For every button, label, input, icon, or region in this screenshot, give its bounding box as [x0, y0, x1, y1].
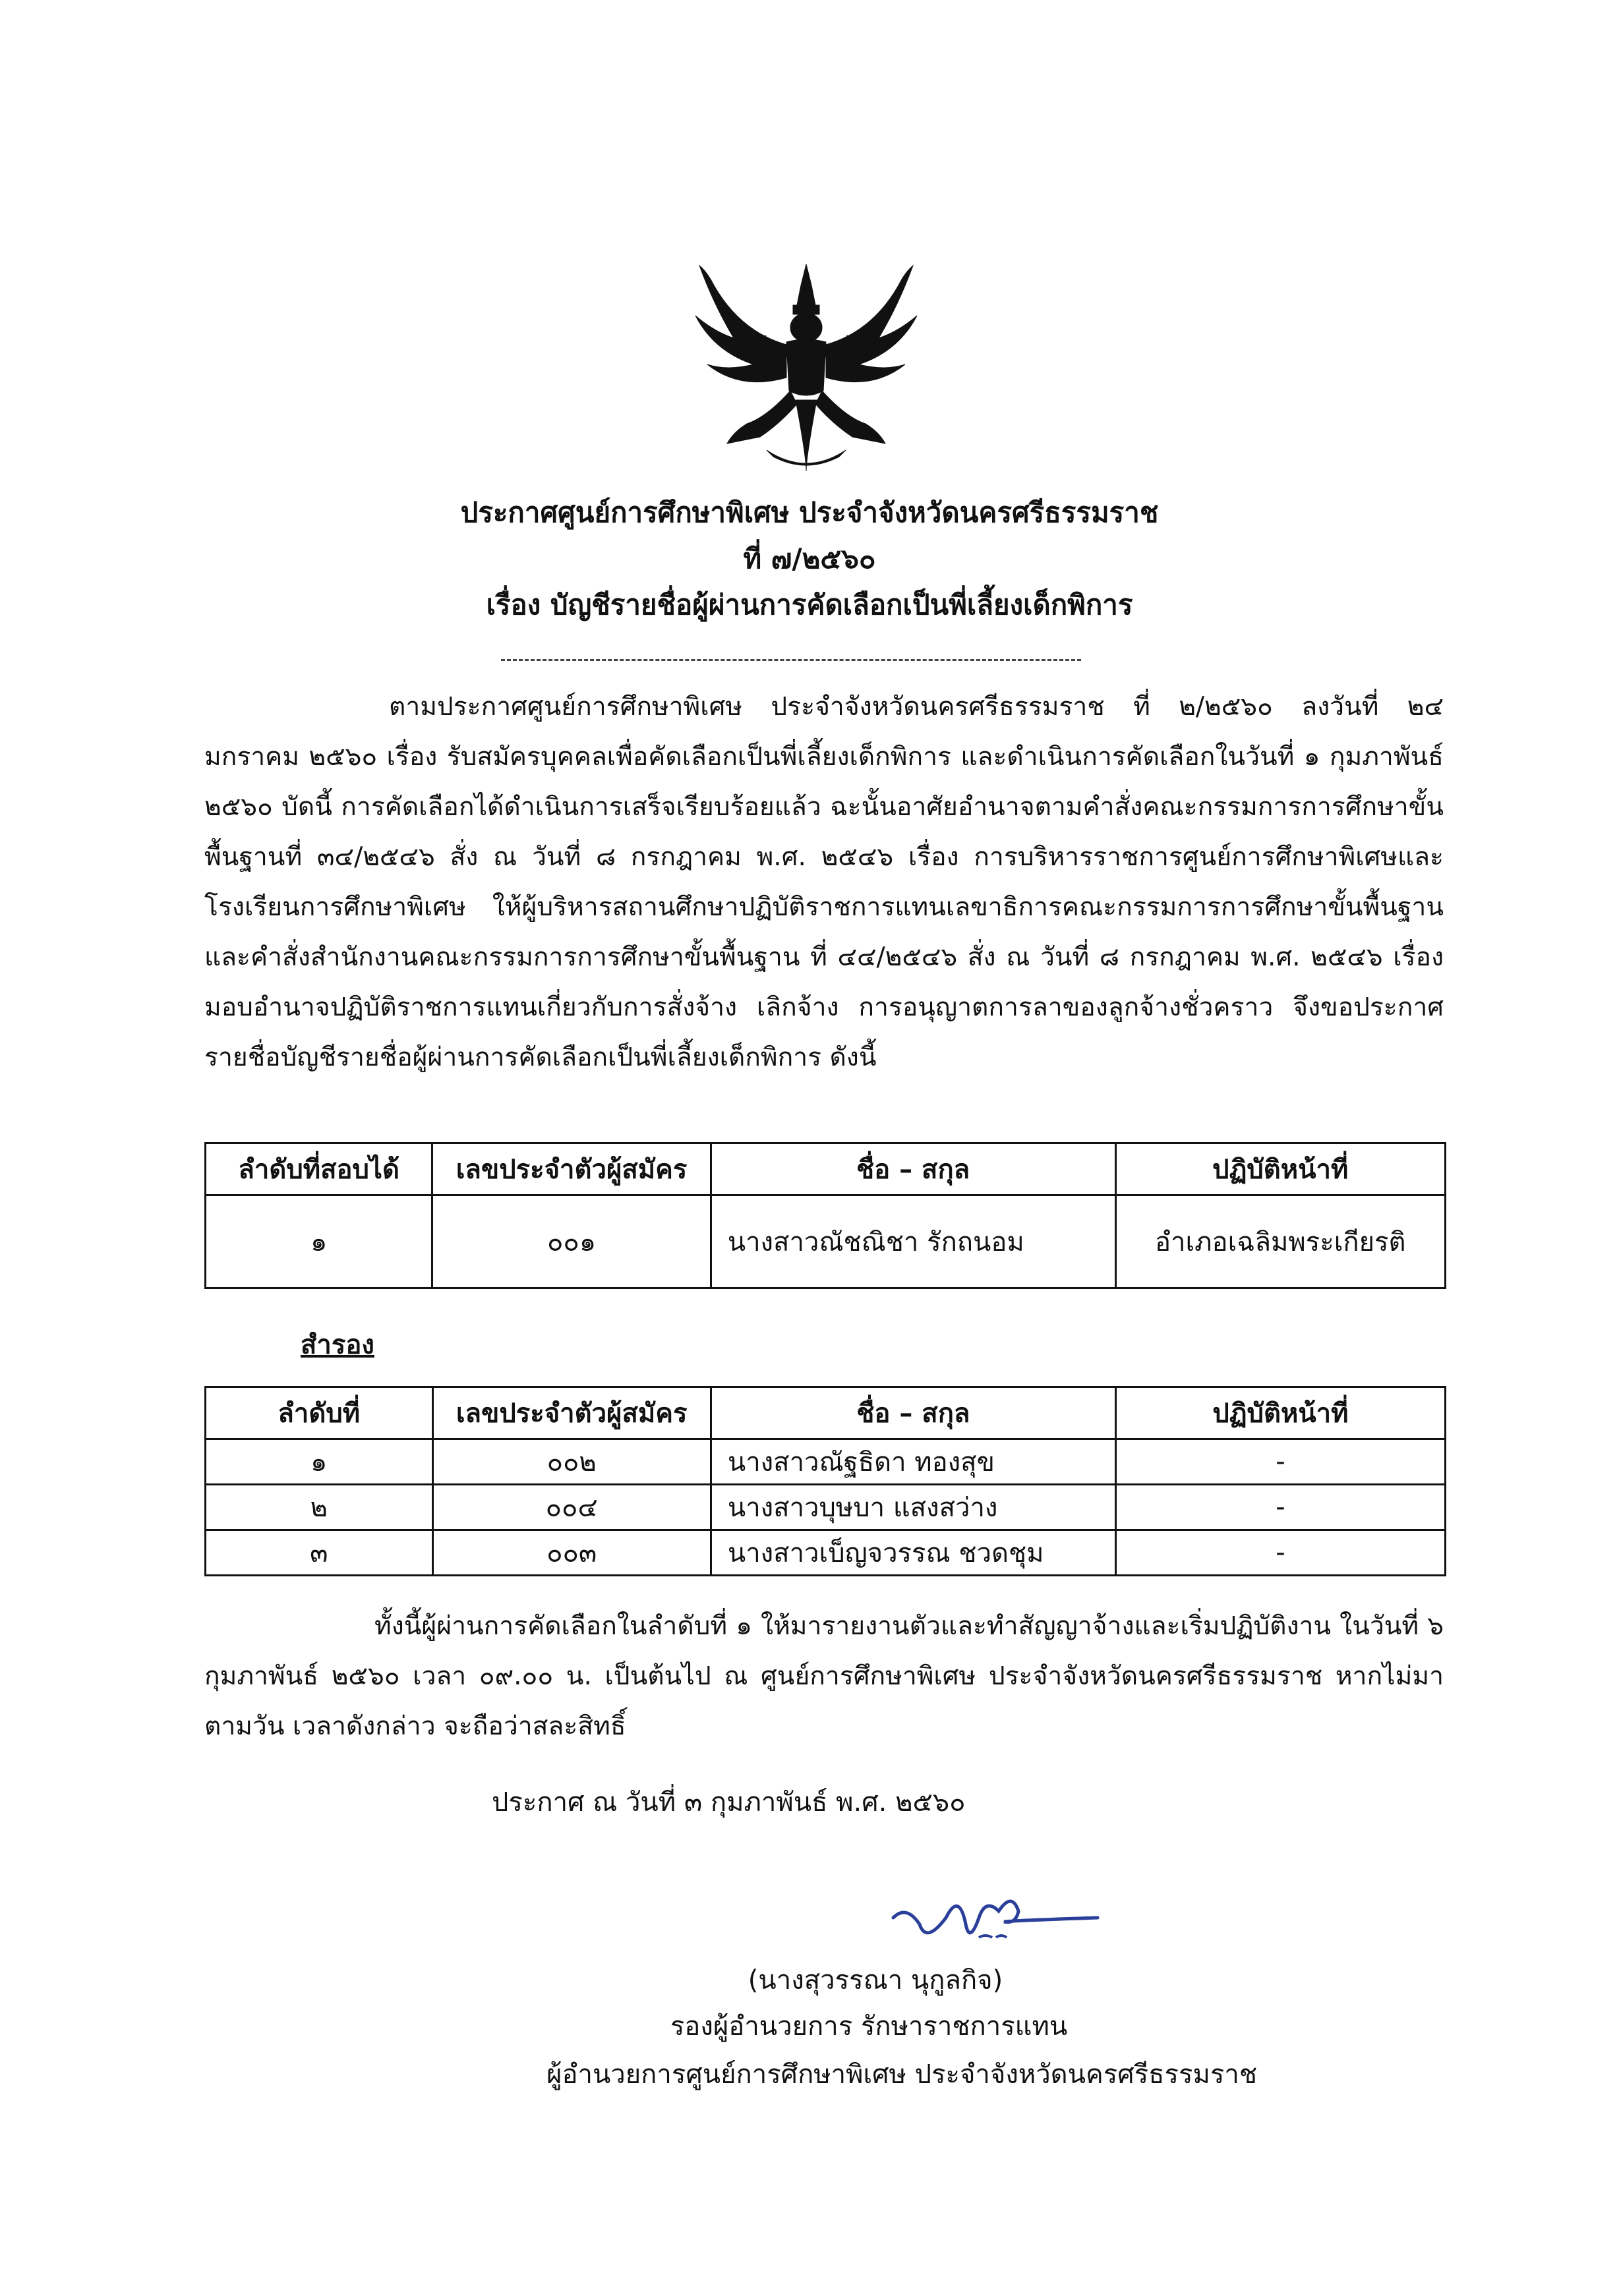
cell-full-name: นางสาวเบ็ญจวรรณ ชวดชุม [711, 1530, 1115, 1576]
cell-duty: - [1115, 1439, 1445, 1485]
garuda-emblem-icon [688, 259, 925, 476]
table-row [206, 1195, 1446, 1288]
cell-full-name: นางสาวณัฐธิดา ทองสุข [711, 1439, 1115, 1485]
signatory-organization: ผู้อำนวยการศูนย์การศึกษาพิเศษ ประจำจังหวัดนครศรีธรรมราช [546, 2059, 1257, 2090]
cell-rank: ๒ [206, 1485, 433, 1530]
table-row [206, 1439, 1446, 1485]
cell-applicant-id: ๐๐๓ [432, 1530, 711, 1576]
cell-applicant-id: ๐๐๒ [432, 1439, 711, 1485]
cell-rank: ๓ [206, 1530, 433, 1576]
cell-applicant-id: ๐๐๑ [432, 1195, 711, 1288]
body-paragraph [204, 682, 1444, 1083]
column-header-rank: ลำดับที่สอบได้ [206, 1143, 432, 1195]
table-row [206, 1530, 1446, 1576]
reserve-candidates-table [204, 1386, 1446, 1576]
column-header-duty: ปฏิบัติหน้าที่ [1115, 1387, 1445, 1439]
column-header-applicant-id: เลขประจำตัวผู้สมัคร [432, 1143, 711, 1195]
cell-duty: - [1115, 1485, 1445, 1530]
closing-paragraph [204, 1601, 1444, 1752]
reserve-label: สำรอง [301, 1330, 374, 1360]
column-header-full-name: ชื่อ – สกุล [711, 1143, 1115, 1195]
separator-dashes [501, 659, 1081, 661]
signatory-position: รองผู้อำนวยการ รักษาราชการแทน [670, 2011, 1068, 2042]
cell-applicant-id: ๐๐๔ [432, 1485, 711, 1530]
cell-full-name: นางสาวบุษบา แสงสว่าง [711, 1485, 1115, 1530]
body-paragraph-text: ตามประกาศศูนย์การศึกษาพิเศษ ประจำจังหวัดนครศรีธรรมราช ที่ ๒/๒๕๖๐ ลงวันที่ ๒๔ มกราคม ๒๕๖๐ เรื่อง รับสมัครบุคคลเพื่อคัดเลือกเป็นพี่เลี้ยงเด็กพิการ และดำเนินการคัดเลือกในวันที่ ๑ กุมภาพันธ์ ๒๕๖๐ บัดนี้ การคัดเลือกได้ดำเนินการเสร็จเรียบร้อยแล้ว ฉะนั้นอาศัยอำนาจตามคำสั่งคณะกรรมการการศึกษาขั้นพื้นฐานที่ ๓๔/๒๕๔๖ สั่ง ณ วันที่ ๘ กรกฎาคม พ.ศ. ๒๕๔๖ เรื่อง การบริหารราชการศูนย์การศึกษาพิเศษและโรงเรียนการศึกษาพิเศษ ให้ผู้บริหารสถานศึกษาปฏิบัติราชการแทนเลขาธิการคณะกรรมการการศึกษาขั้นพื้นฐาน และคำสั่งสำนักงานคณะกรรมการการศึกษาขั้นพื้นฐาน ที่ ๔๔/๒๕๔๖ สั่ง ณ วันที่ ๘ กรกฎาคม พ.ศ. ๒๕๔๖ เรื่อง มอบอำนาจปฏิบัติราชการแทนเกี่ยวกับการสั่งจ้าง เลิกจ้าง การอนุญาตการลาของลูกจ้างชั่วคราว จึงขอประกาศรายชื่อบัญชีรายชื่อผู้ผ่านการคัดเลือกเป็นพี่เลี้ยงเด็กพิการ ดังนี้ [204, 692, 1444, 1072]
closing-paragraph-text: ทั้งนี้ผู้ผ่านการคัดเลือกในลำดับที่ ๑ ให้มารายงานตัวและทำสัญญาจ้างและเริ่มปฏิบัติงาน ในวันที่ ๖ กุมภาพันธ์ ๒๕๖๐ เวลา ๐๙.๐๐ น. เป็นต้นไป ณ ศูนย์การศึกษาพิเศษ ประจำจังหวัดนครศรีธรรมราช หากไม่มาตามวัน เวลาดังกล่าว จะถือว่าสละสิทธิ์ [204, 1611, 1444, 1741]
passed-candidates-table [204, 1142, 1446, 1289]
table-row [206, 1485, 1446, 1530]
handwritten-signature-icon [887, 1872, 1104, 1964]
cell-duty: - [1115, 1530, 1445, 1576]
announcement-number: ที่ ๗/๒๕๖๐ [743, 542, 876, 575]
cell-full-name: นางสาวณัชณิชา รักถนอม [711, 1195, 1115, 1288]
signatory-name: (นางสุวรรณา นุกูลกิจ) [748, 1965, 1003, 1995]
cell-rank: ๑ [206, 1195, 432, 1288]
cell-duty: อำเภอเฉลิมพระเกียรติ [1115, 1195, 1446, 1288]
column-header-duty: ปฏิบัติหน้าที่ [1115, 1143, 1446, 1195]
column-header-rank: ลำดับที่ [206, 1387, 433, 1439]
column-header-applicant-id: เลขประจำตัวผู้สมัคร [432, 1387, 711, 1439]
announcement-subject: เรื่อง บัญชีรายชื่อผู้ผ่านการคัดเลือกเป็นพี่เลี้ยงเด็กพิการ [486, 588, 1133, 621]
table-header-row [206, 1143, 1446, 1195]
announcement-date: ประกาศ ณ วันที่ ๓ กุมภาพันธ์ พ.ศ. ๒๕๖๐ [492, 1787, 966, 1818]
cell-rank: ๑ [206, 1439, 433, 1485]
announcement-title: ประกาศศูนย์การศึกษาพิเศษ ประจำจังหวัดนครศรีธรรมราช [460, 496, 1159, 529]
column-header-full-name: ชื่อ – สกุล [711, 1387, 1115, 1439]
table-header-row [206, 1387, 1446, 1439]
